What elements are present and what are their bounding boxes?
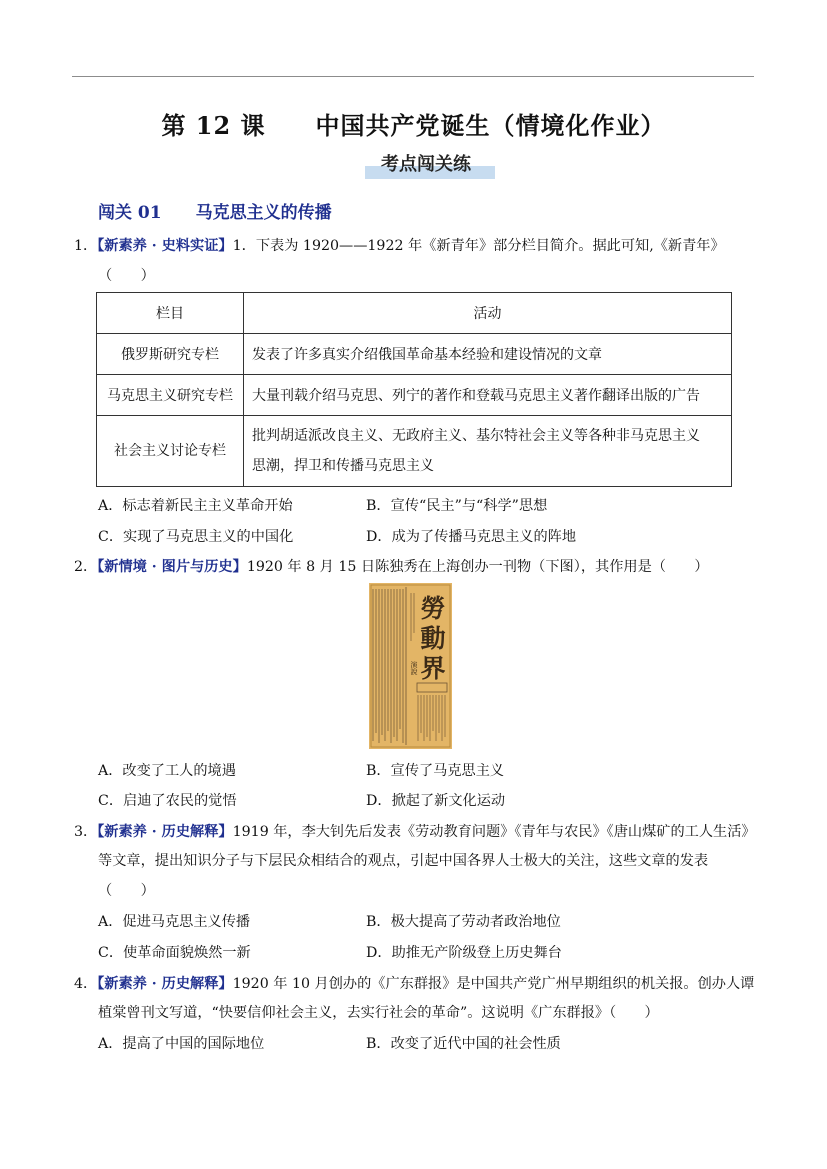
section-heading: 闯关 01 马克思主义的传播 (98, 203, 332, 223)
question-3-stem (74, 821, 756, 841)
question-number: 4． (74, 976, 98, 992)
table-row (97, 375, 732, 416)
option-d[interactable]: D．助推无产阶级登上历史舞台 (366, 945, 562, 961)
table-cell-column: 马克思主义研究专栏 (97, 375, 244, 416)
option-d[interactable]: D．掀起了新文化运动 (366, 793, 506, 809)
badge-label: 考点闯关练 (381, 154, 471, 175)
option-c[interactable]: C．使革命面貌焕然一新 (98, 945, 251, 961)
option-a[interactable]: A．标志着新民主主义革命开始 (98, 498, 293, 514)
labor-world-journal-image (369, 583, 452, 749)
question-number: 2． (74, 559, 98, 575)
option-a[interactable]: A．提高了中国的国际地位 (98, 1036, 265, 1052)
option-c[interactable]: C．启迪了农民的觉悟 (98, 793, 237, 809)
table-row (97, 334, 732, 375)
question-3-line-2: 等文章，提出知识分子与下层民众相结合的观点，引起中国各界人士极大的关注，这些文章的发表 (98, 853, 709, 869)
poster-char: 界 (420, 654, 446, 683)
header-rule (72, 76, 754, 77)
poster-graphic (369, 583, 452, 749)
option-a[interactable]: A．促进马克思主义传播 (98, 914, 251, 930)
question-3-blank: （ ） (98, 883, 155, 899)
question-1-stem (74, 235, 725, 255)
table-cell-line: 思潮，捍卫和传播马克思主义 (252, 458, 434, 474)
option-a[interactable]: A．改变了工人的境遇 (98, 763, 236, 779)
question-text: 1．下表为 1920——1922 年《新青年》部分栏目简介。据此可知,《新青年》 (232, 238, 725, 254)
poster-side-text: 演說 (410, 661, 418, 675)
question-text: 1920 年 10 月创办的《广东群报》是中国共产党广州早期组织的机关报。创办人谭 (232, 976, 755, 992)
option-d[interactable]: D．成为了传播马克思主义的阵地 (366, 529, 577, 545)
question-1-table (96, 292, 732, 487)
question-tag: 【新素养 · 历史解释】 (97, 824, 233, 840)
question-number: 1． (74, 238, 98, 254)
page-title: 第 12 课 中国共产党诞生（情境化作业） (161, 111, 666, 140)
table-cell-column: 社会主义讨论专栏 (97, 416, 244, 487)
question-2-stem (74, 556, 709, 576)
option-c[interactable]: C．实现了马克思主义的中国化 (98, 529, 294, 545)
table-cell-activity (244, 416, 732, 487)
option-b[interactable]: B．宣传了马克思主义 (366, 763, 505, 779)
question-number: 3． (74, 824, 98, 840)
option-b[interactable]: B．极大提高了劳动者政治地位 (366, 914, 561, 930)
question-4-stem (74, 973, 754, 993)
question-tag: 【新素养 · 历史解释】 (97, 976, 233, 992)
question-tag: 【新情境 · 图片与历史】 (97, 559, 247, 575)
question-1-blank: （ ） (98, 268, 155, 284)
question-text: 1919 年，李大钊先后发表《劳动教育问题》《青年与农民》《唐山煤矿的工人生活》 (232, 824, 756, 840)
poster-char: 動 (420, 624, 446, 653)
table-cell-activity: 大量刊载介绍马克思、列宁的著作和登载马克思主义著作翻译出版的广告 (244, 375, 732, 416)
question-tag: 【新素养 · 史料实证】 (97, 238, 233, 254)
poster-char: 勞 (420, 594, 446, 623)
option-b[interactable]: B．改变了近代中国的社会性质 (366, 1036, 561, 1052)
table-header-cell: 栏目 (97, 293, 244, 334)
table-header-row (97, 293, 732, 334)
question-4-line-2: 植棠曾刊文写道，“快要信仰社会主义，去实行社会的革命”。这说明《广东群报》（ ） (98, 1005, 659, 1021)
table-cell-line: 批判胡适派改良主义、无政府主义、基尔特社会主义等各种非马克思主义 (252, 428, 700, 444)
option-b[interactable]: B．宣传“民主”与“科学”思想 (366, 498, 548, 514)
table-row (97, 416, 732, 487)
table-cell-activity: 发表了许多真实介绍俄国革命基本经验和建设情况的文章 (244, 334, 732, 375)
table-cell-column: 俄罗斯研究专栏 (97, 334, 244, 375)
question-text: 1920 年 8 月 15 日陈独秀在上海创办一刊物（下图），其作用是（ ） (246, 559, 709, 575)
section-badge (357, 148, 495, 180)
table-header-cell: 活动 (244, 293, 732, 334)
